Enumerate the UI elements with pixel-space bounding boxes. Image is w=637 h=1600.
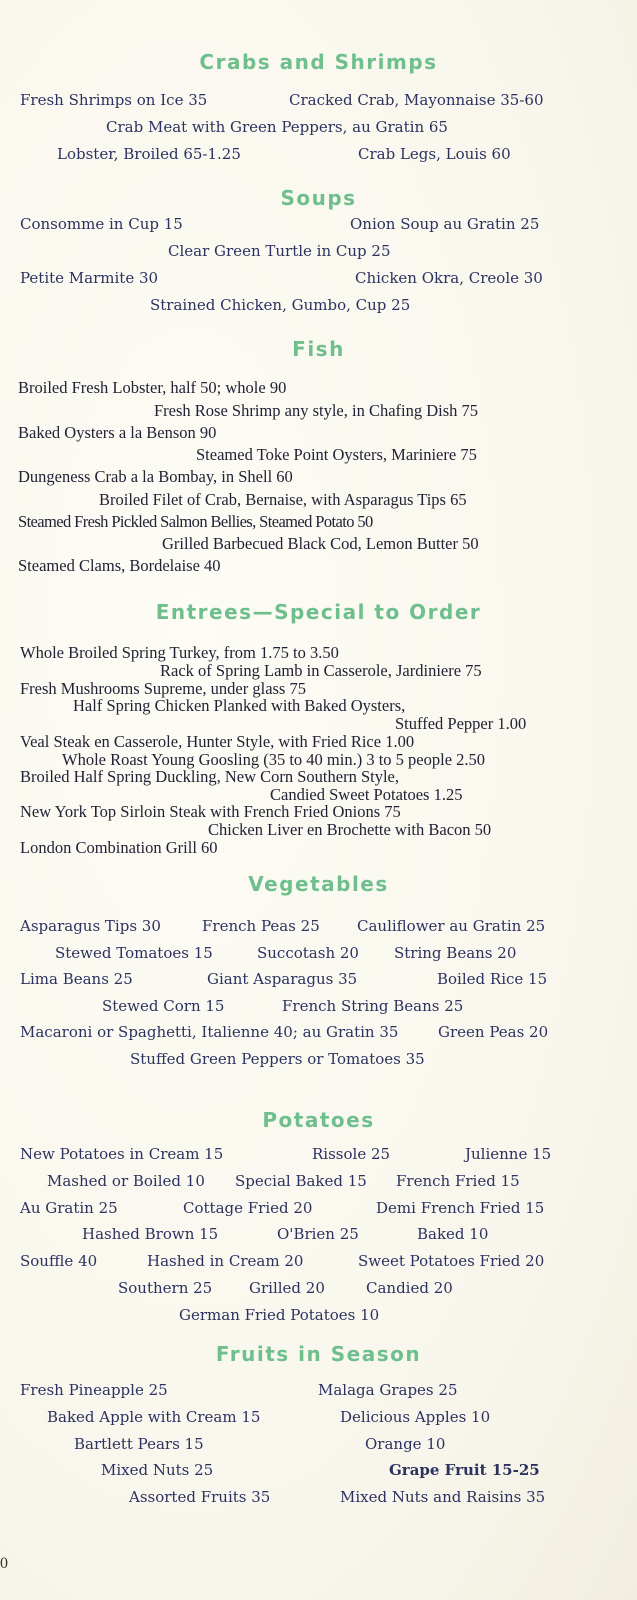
menu-item: Chicken Okra, Creole 30 — [355, 269, 543, 287]
menu-item: Hashed Brown 15 — [82, 1225, 219, 1243]
menu-item: Petite Marmite 30 — [20, 269, 159, 287]
menu-item: Julienne 15 — [465, 1145, 552, 1163]
menu-item: Steamed Fresh Pickled Salmon Bellies, Steamed Potato 50 — [18, 512, 373, 531]
menu-item: Cottage Fried 20 — [183, 1199, 313, 1217]
menu-item: Dungeness Crab a la Bombay, in Shell 60 — [18, 467, 293, 486]
page-number: 0 — [0, 1555, 8, 1572]
menu-item: Grape Fruit 15-25 — [389, 1461, 540, 1479]
menu-item: Giant Asparagus 35 — [207, 970, 358, 988]
menu-item: Strained Chicken, Gumbo, Cup 25 — [150, 296, 411, 314]
menu-item: Au Gratin 25 — [20, 1199, 118, 1217]
menu-item: Special Baked 15 — [235, 1172, 367, 1190]
menu-item: Mixed Nuts 25 — [101, 1461, 214, 1479]
menu-item: Bartlett Pears 15 — [74, 1435, 204, 1453]
menu-item: String Beans 20 — [394, 944, 517, 962]
menu-item: German Fried Potatoes 10 — [179, 1306, 380, 1324]
menu-item: Green Peas 20 — [438, 1023, 549, 1041]
section-title-entrees: Entrees—Special to Order — [155, 600, 482, 624]
menu-item: Hashed in Cream 20 — [147, 1252, 304, 1270]
section-title-fruits: Fruits in Season — [215, 1342, 422, 1366]
menu-item: Boiled Rice 15 — [437, 970, 548, 988]
menu-item: Succotash 20 — [257, 944, 359, 962]
menu-item: Assorted Fruits 35 — [129, 1488, 271, 1506]
menu-item: Lobster, Broiled 65-1.25 — [57, 145, 241, 163]
menu-item: Crab Legs, Louis 60 — [358, 145, 511, 163]
menu-item: Asparagus Tips 30 — [20, 917, 161, 935]
menu-item: Sweet Potatoes Fried 20 — [358, 1252, 545, 1270]
menu-item: Stuffed Pepper 1.00 — [395, 714, 527, 733]
menu-item: Fresh Rose Shrimp any style, in Chafing Dish 75 — [154, 401, 479, 420]
menu-item: Baked 10 — [417, 1225, 489, 1243]
menu-item: Broiled Half Spring Duckling, New Corn Southern Style, — [20, 767, 400, 786]
menu-item: French String Beans 25 — [282, 997, 464, 1015]
menu-item: Clear Green Turtle in Cup 25 — [168, 242, 391, 260]
menu-item: French Fried 15 — [396, 1172, 520, 1190]
menu-item: Souffle 40 — [20, 1252, 98, 1270]
menu-item: Onion Soup au Gratin 25 — [350, 215, 540, 233]
menu-item: Fresh Pineapple 25 — [20, 1381, 168, 1399]
section-title-potatoes: Potatoes — [262, 1108, 375, 1132]
menu-item: Baked Oysters a la Benson 90 — [18, 423, 217, 442]
menu-item: Rack of Spring Lamb in Casserole, Jardiniere 75 — [160, 661, 482, 680]
menu-item: London Combination Grill 60 — [20, 838, 218, 857]
menu-item: Macaroni or Spaghetti, Italienne 40; au Gratin 35 — [20, 1023, 399, 1041]
menu-item: Fresh Shrimps on Ice 35 — [20, 91, 208, 109]
section-title-fish: Fish — [292, 337, 345, 361]
menu-item: Broiled Filet of Crab, Bernaise, with Asparagus Tips 65 — [99, 490, 467, 509]
menu-item: Stewed Corn 15 — [102, 997, 225, 1015]
menu-item: Malaga Grapes 25 — [318, 1381, 458, 1399]
menu-item: Candied 20 — [366, 1279, 453, 1297]
menu-item: Stewed Tomatoes 15 — [55, 944, 213, 962]
menu-item: Chicken Liver en Brochette with Bacon 50 — [208, 820, 492, 839]
menu-item: Grilled Barbecued Black Cod, Lemon Butter 50 — [162, 534, 479, 553]
menu-item: Candied Sweet Potatoes 1.25 — [270, 785, 463, 804]
menu-item: Baked Apple with Cream 15 — [47, 1408, 261, 1426]
menu-item: Crab Meat with Green Peppers, au Gratin 65 — [106, 118, 448, 136]
menu-item: Stuffed Green Peppers or Tomatoes 35 — [130, 1050, 425, 1068]
menu-item: Whole Roast Young Goosling (35 to 40 min.) 3 to 5 people 2.50 — [62, 750, 486, 769]
menu-item: New Potatoes in Cream 15 — [20, 1145, 224, 1163]
menu-item: Fresh Mushrooms Supreme, under glass 75 — [20, 679, 306, 698]
menu-item: Mixed Nuts and Raisins 35 — [340, 1488, 546, 1506]
menu-item: Orange 10 — [365, 1435, 446, 1453]
menu-item: New York Top Sirloin Steak with French Fried Onions 75 — [20, 802, 401, 821]
menu-item: Lima Beans 25 — [20, 970, 133, 988]
menu-item: Half Spring Chicken Planked with Baked Oysters, — [73, 696, 406, 715]
menu-item: Veal Steak en Casserole, Hunter Style, with Fried Rice 1.00 — [20, 732, 415, 751]
menu-item: Broiled Fresh Lobster, half 50; whole 90 — [18, 378, 287, 397]
menu-item: Delicious Apples 10 — [340, 1408, 491, 1426]
section-title-crabs: Crabs and Shrimps — [199, 50, 438, 74]
menu-item: Whole Broiled Spring Turkey, from 1.75 to 3.50 — [20, 643, 339, 662]
menu-item: Rissole 25 — [312, 1145, 391, 1163]
menu-item: Demi French Fried 15 — [376, 1199, 545, 1217]
menu-item: Steamed Toke Point Oysters, Mariniere 75 — [196, 445, 477, 464]
menu-item: O'Brien 25 — [277, 1225, 359, 1243]
menu-item: French Peas 25 — [202, 917, 320, 935]
menu-item: Mashed or Boiled 10 — [47, 1172, 205, 1190]
menu-item: Southern 25 — [118, 1279, 213, 1297]
menu-item: Cracked Crab, Mayonnaise 35-60 — [289, 91, 544, 109]
menu-item: Consomme in Cup 15 — [20, 215, 183, 233]
menu-item: Grilled 20 — [249, 1279, 325, 1297]
section-title-soups: Soups — [280, 186, 357, 210]
menu-item: Steamed Clams, Bordelaise 40 — [18, 556, 221, 575]
menu-item: Cauliflower au Gratin 25 — [357, 917, 546, 935]
section-title-vegetables: Vegetables — [248, 872, 389, 896]
